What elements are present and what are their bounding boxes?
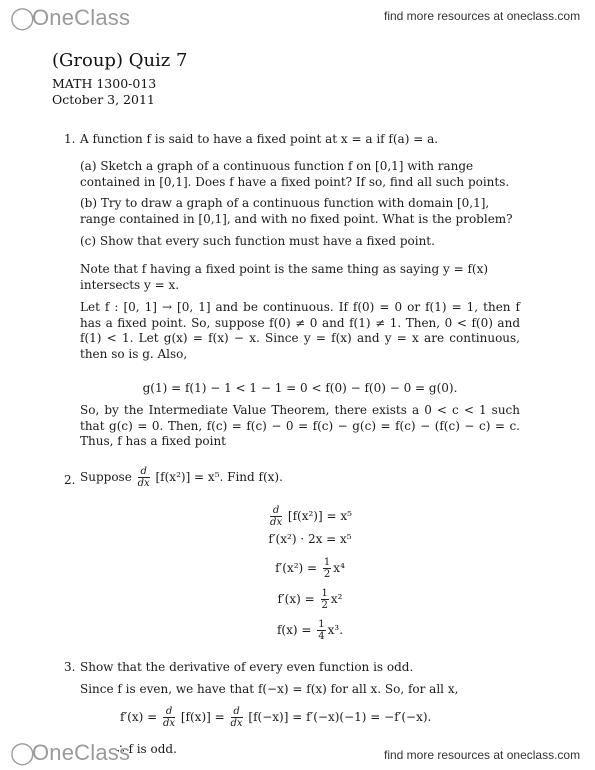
q2-derivation [220, 505, 400, 642]
q3-statement: Show that the derivative of every even function is odd. [80, 660, 414, 674]
q3-derivation: f′(x) = $\frac{d}{dx}$ [f(x)] = $\frac{d}{dx}$ [f(−x)] = f′(−x)(−1) = −f′(−x). [120, 706, 432, 729]
page-title: (Group) Quiz 7 [52, 50, 188, 71]
q2-derivative-fraction: $\frac{d}{dx}$ [137, 466, 150, 489]
quiz-date: October 3, 2011 [52, 92, 155, 107]
q2-eq4: f′(x) = $\frac{1}{2}$ x² [277, 588, 343, 611]
q2-eq3: f′(x²) = $\frac{1}{2}$ x⁴ [275, 557, 345, 580]
q1-number: 1. [64, 132, 76, 146]
q2-eq1: $\frac{d}{dx}$ [f(x²)] = x⁵ [270, 505, 352, 528]
q2-eq5: f(x) = $\frac{1}{4}$ x³. [276, 619, 344, 642]
footer-resources-link[interactable]: find more resources at oneclass.com [384, 748, 581, 762]
course-code: MATH 1300-013 [52, 76, 157, 91]
q1-statement: A function f is said to have a fixed point at x = a if f(a) = a. [80, 132, 439, 146]
q2-number: 2. [64, 473, 76, 487]
q3-conclusion: ∴ f is odd. [117, 742, 177, 756]
q1-part-c: (c) Show that every such function must have a fixed point. [80, 234, 435, 248]
q1-proof: Let f : [0, 1] → [0, 1] and be continuous. If f(0) = 0 or f(1) = 1, then f has a fixed point. So, suppose f(0) ≠ 0 and f(1) ≠ 1. Then, 0 < f(0) and f(1) < 1. Let g(x) = f(x) − x. Since y = f(x) and y = x are continuous, then so is g. Also, [80, 300, 520, 361]
q3-since: Since f is even, we have that f(−x) = f(x) for all x. So, for all x, [80, 682, 459, 696]
q1-ivt-argument: So, by the Intermediate Value Theorem, there exists a 0 < c < 1 such that g(c) = 0. Then, f(c) = f(c) − 0 = f(c) − g(c) = f(c) − (f(c) − c) = c. Thus, f has a fixed point [80, 403, 520, 448]
q1-note: Note that f having a fixed point is the same thing as saying y = f(x) intersects y = x. [80, 262, 489, 292]
oneclass-logo-icon: ◯ [10, 5, 35, 30]
footer-oneclass-logo-icon: ◯ [10, 740, 35, 765]
q1-inequality: g(1) = f(1) − 1 < 1 − 1 = 0 < f(0) − f(0) − 0 = g(0). [142, 381, 458, 395]
q2-eq2: f′(x²) · 2x = x⁵ [268, 532, 352, 546]
q3-number: 3. [64, 660, 76, 674]
q2-statement: Suppose $\frac{d}{dx}$ [f(x²)] = x⁵. Find f(x). [80, 466, 283, 489]
q1-part-b: (b) Try to draw a graph of a continuous function with domain [0,1], range contained in [0,1], and with no fixed point. What is the problem? [80, 196, 513, 226]
oneclass-logo: ◯OneClass [10, 5, 131, 30]
footer-oneclass-logo: ◯OneClass [10, 740, 131, 765]
resources-link[interactable]: find more resources at oneclass.com [384, 9, 581, 23]
q1-part-a: (a) Sketch a graph of a continuous function f on [0,1] with range contained in [0,1]. Does f have a fixed point? If so, find all such points. [80, 159, 510, 189]
